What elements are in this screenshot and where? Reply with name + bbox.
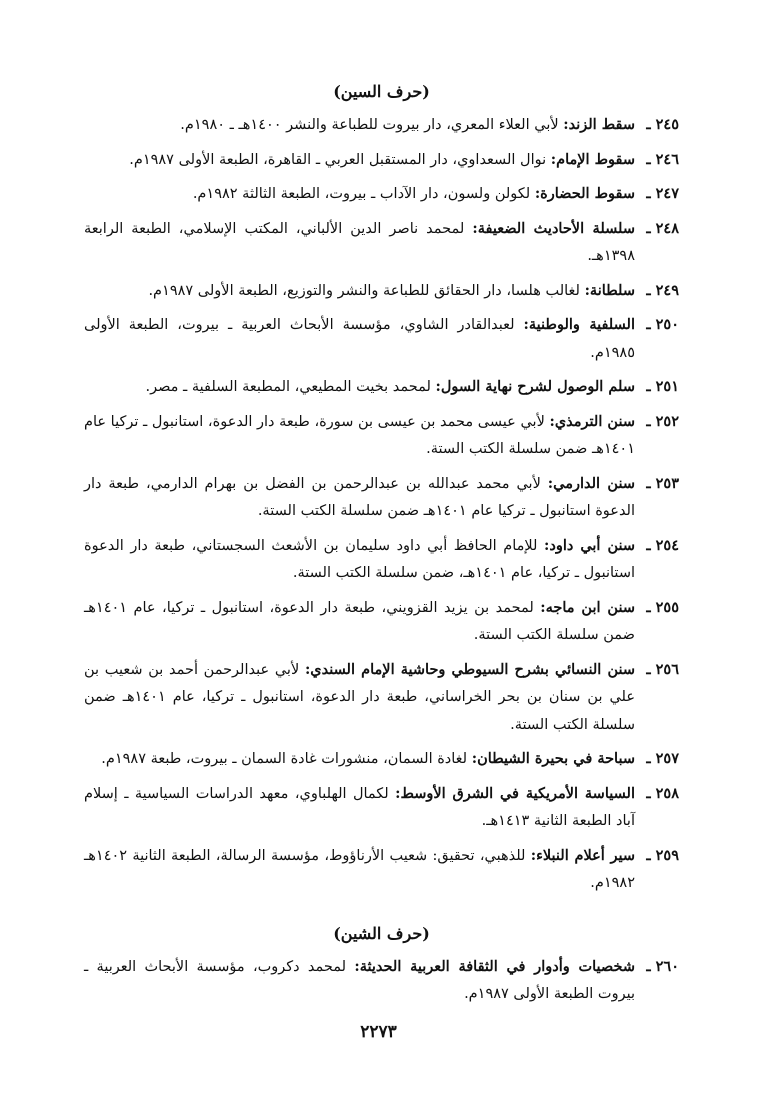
bibliography-entry — [84, 111, 679, 140]
bibliography-entry — [84, 656, 679, 740]
entry-details: لمحمد بن يزيد القزويني، طبعة دار الدعوة، استانبول ـ تركيا، عام ١٤٠١هـ ضمن سلسلة الكتب الستة. — [84, 599, 635, 643]
entry-number: ٢٥٥ ـ — [646, 598, 679, 616]
entry-details: لمحمد دكروب، مؤسسة الأبحاث العربية ـ بيروت الطبعة الأولى ١٩٨٧م. — [84, 958, 635, 1002]
entry-details: للإمام الحافظ أبي داود سليمان بن الأشعث السجستاني، طبعة دار الدعوة استانبول ـ تركيا، عام ١٤٠١هـ، ضمن سلسلة الكتب الستة. — [84, 537, 635, 581]
entry-number: ٢٤٧ ـ — [646, 185, 679, 202]
entry-number: ٢٥٨ ـ — [646, 784, 679, 802]
entry-number: ٢٥٢ ـ — [646, 412, 679, 430]
entry-number: ٢٦٠ ـ — [646, 957, 679, 975]
entry-text — [84, 215, 635, 271]
bibliography-entry — [84, 373, 679, 402]
entry-title: سباحة في بحيرة الشيطان: — [471, 750, 635, 767]
entry-details: لأبي عبدالرحمن أحمد بن شعيب بن علي بن سنان بن بحر الخراساني، طبعة دار الدعوة، استانبول ـ تركيا، عام ١٤٠١هـ ضمن سلسلة الكتب الستة. — [84, 661, 635, 733]
entry-title: سنن أبي داود: — [544, 536, 636, 554]
entry-text — [84, 594, 635, 650]
bibliography-entry — [84, 953, 679, 1009]
entry-title: سير أعلام النبلاء: — [530, 846, 636, 864]
entry-title: سقوط الإمام: — [550, 150, 635, 168]
entry-title: سنن النسائي بشرح السيوطي وحاشية الإمام السندي: — [304, 660, 636, 678]
entry-title: سلطانة: — [584, 281, 635, 299]
entry-title: شخصيات وأدوار في الثقافة العربية الحديثة: — [354, 957, 635, 975]
entry-title: سقط الزند: — [563, 116, 635, 133]
bibliography-entry — [84, 594, 679, 650]
entry-text — [84, 745, 635, 774]
entry-text — [84, 111, 635, 140]
entry-number: ٢٥٩ ـ — [646, 846, 679, 864]
entry-text — [84, 311, 635, 367]
entry-number: ٢٥٠ ـ — [646, 316, 679, 333]
entry-text — [84, 408, 635, 464]
entry-text — [84, 532, 635, 588]
entry-number: ٢٥٣ ـ — [646, 474, 679, 492]
bibliography-entry — [84, 780, 679, 836]
page-number: ٢٢٧٣ — [360, 1022, 397, 1042]
section-heading-sin: (حرف السين) — [333, 82, 430, 101]
bibliography-entry — [84, 311, 679, 367]
bibliography-entry — [84, 470, 679, 526]
entry-text — [84, 842, 635, 898]
entry-title: سنن ابن ماجه: — [540, 598, 635, 616]
entry-details: لمحمد ناصر الدين الألباني، المكتب الإسلامي، الطبعة الرابعة ١٣٩٨هـ. — [84, 220, 635, 264]
entry-details: لغالب هلسا، دار الحقائق للطباعة والنشر والتوزيع، الطبعة الأولى ١٩٨٧م. — [148, 282, 580, 299]
entry-details: نوال السعداوي، دار المستقبل العربي ـ القاهرة، الطبعة الأولى ١٩٨٧م. — [129, 151, 547, 168]
entry-number: ٢٥١ ـ — [646, 378, 679, 395]
bibliography-entry — [84, 842, 679, 898]
entry-number: ٢٤٩ ـ — [646, 281, 679, 299]
entry-title: سلم الوصول لشرح نهاية السول: — [435, 378, 635, 395]
bibliography-entry — [84, 408, 679, 464]
bibliography-entry — [84, 532, 679, 588]
entry-text — [84, 146, 635, 175]
entry-details: لكمال الهلباوي، معهد الدراسات السياسية ـ إسلام آباد الطبعة الثانية ١٤١٣هـ. — [84, 785, 635, 829]
entry-number: ٢٥٤ ـ — [646, 536, 679, 554]
entry-title: سقوط الحضارة: — [534, 185, 635, 202]
entry-text — [84, 277, 635, 306]
entry-details: لغادة السمان، منشورات غادة السمان ـ بيروت، طبعة ١٩٨٧م. — [101, 751, 468, 767]
bibliography-entry — [84, 215, 679, 271]
section-heading-shin: (حرف الشين) — [333, 923, 430, 943]
entry-number: ٢٤٦ ـ — [646, 150, 679, 168]
entry-title: سنن الترمذي: — [549, 412, 635, 430]
entry-number: ٢٤٥ ـ — [646, 116, 679, 133]
entry-text — [84, 780, 635, 836]
entry-title: السلفية والوطنية: — [523, 316, 635, 333]
entry-text — [84, 373, 635, 402]
entry-text — [84, 180, 635, 209]
bibliography-entry — [84, 745, 679, 774]
entry-details: لأبي محمد عبدالله بن عبدالرحمن بن الفضل بن بهرام الدارمي، طبعة دار الدعوة استانبول ـ تركيا عام ١٤٠١هـ ضمن سلسلة الكتب الستة. — [84, 475, 635, 519]
entry-details: لمحمد بخيت المطيعي، المطبعة السلفية ـ مصر. — [145, 379, 431, 395]
entry-text — [84, 656, 635, 740]
entry-number: ٢٤٨ ـ — [646, 219, 679, 237]
entry-details: لعبدالقادر الشاوي، مؤسسة الأبحاث العربية ـ بيروت، الطبعة الأولى ١٩٨٥م. — [84, 317, 635, 361]
entry-details: لأبي عيسى محمد بن عيسى بن سورة، طبعة دار الدعوة، استانبول ـ تركيا عام ١٤٠١هـ ضمن سلسلة الكتب الستة. — [84, 413, 635, 457]
entry-details: للذهبي، تحقيق: شعيب الأرناؤوط، مؤسسة الرسالة، الطبعة الثانية ١٤٠٢هـ ١٩٨٢م. — [84, 847, 635, 891]
bibliography-entry — [84, 146, 679, 175]
entry-details: لكولن ولسون، دار الآداب ـ بيروت، الطبعة الثالثة ١٩٨٢م. — [192, 186, 531, 202]
entry-details: لأبي العلاء المعري، دار بيروت للطباعة والنشر ١٤٠٠هـ ـ ١٩٨٠م. — [180, 117, 559, 133]
entry-text — [84, 470, 635, 526]
entry-title: سلسلة الأحاديث الضعيفة: — [472, 219, 636, 237]
entry-title: سنن الدارمي: — [547, 474, 635, 492]
bibliography-entry — [84, 180, 679, 209]
bibliography-entry — [84, 277, 679, 306]
entry-number: ٢٥٦ ـ — [646, 660, 679, 678]
entry-number: ٢٥٧ ـ — [646, 750, 679, 767]
entry-title: السياسة الأمريكية في الشرق الأوسط: — [395, 784, 635, 802]
entry-text — [84, 953, 635, 1009]
